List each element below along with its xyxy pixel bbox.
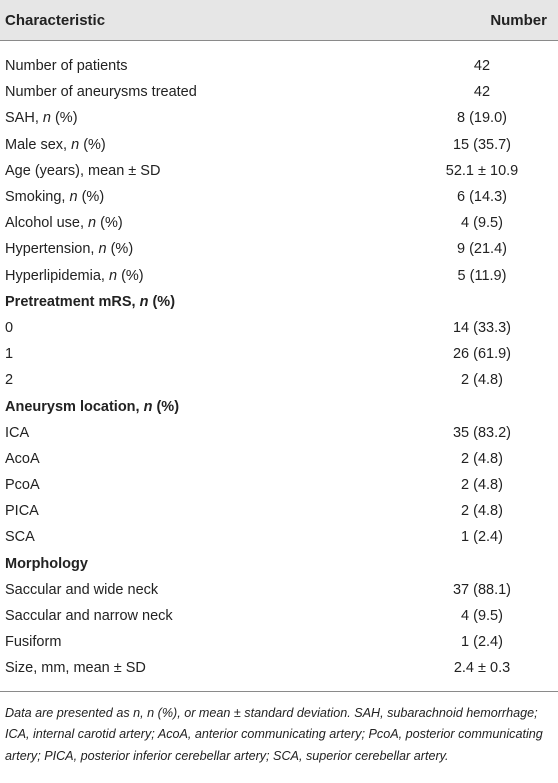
row-value-cell	[387, 189, 547, 205]
row-label-text: SCA	[5, 529, 35, 546]
row-value-cell	[387, 215, 547, 231]
row-label	[5, 477, 40, 493]
row-label-text: Aneurysm location,	[5, 398, 144, 415]
row-label-text: 0	[5, 319, 14, 336]
row-value: 4 (9.5)	[461, 215, 503, 232]
table-row	[0, 210, 558, 236]
row-label-text: 2	[5, 372, 14, 389]
row-value-cell	[387, 660, 547, 676]
row-label-suffix: (%)	[79, 136, 106, 153]
row-value: 5 (11.9)	[457, 267, 507, 284]
row-label	[5, 556, 88, 572]
row-value: 8 (19.0)	[457, 110, 507, 127]
row-value: 2 (4.8)	[461, 372, 503, 389]
row-label	[5, 425, 29, 441]
row-value: 2.4 ± 0.3	[453, 660, 511, 677]
row-value: 2 (4.8)	[461, 477, 503, 494]
row-label-suffix: (%)	[152, 398, 180, 415]
row-value-cell	[387, 372, 547, 388]
row-label-italic: n	[108, 267, 118, 284]
table-row	[0, 655, 558, 681]
row-value: 2 (4.8)	[461, 503, 503, 520]
row-label-italic: n	[42, 110, 51, 127]
row-label	[5, 294, 175, 310]
row-value-cell	[387, 268, 547, 284]
row-label-text: Number of patients	[5, 58, 128, 75]
row-label	[5, 189, 104, 205]
row-label-suffix: (%)	[117, 267, 144, 284]
row-value-cell	[387, 163, 547, 179]
row-value-cell	[387, 477, 547, 493]
header-number: Number	[490, 11, 547, 29]
row-label-text: Fusiform	[5, 634, 62, 651]
row-value-cell	[387, 320, 547, 336]
row-value-cell	[387, 84, 547, 100]
row-label-text: AcoA	[5, 450, 40, 467]
row-label	[5, 608, 173, 624]
row-value: 6 (14.3)	[457, 189, 507, 206]
row-label	[5, 372, 13, 388]
row-label-italic: n	[71, 136, 80, 153]
row-value: 26 (61.9)	[452, 346, 512, 363]
row-label	[5, 163, 160, 179]
row-label-italic: n	[98, 241, 107, 258]
section-header-row	[0, 551, 558, 577]
row-label-text: Hyperlipidemia,	[5, 267, 109, 284]
row-label	[5, 110, 78, 126]
row-label-text: ICA	[5, 424, 30, 441]
row-value-cell	[387, 110, 547, 126]
row-label-suffix: (%)	[106, 241, 134, 258]
table-row	[0, 446, 558, 472]
row-label	[5, 137, 106, 153]
row-label	[5, 84, 197, 100]
section-header-row	[0, 289, 558, 315]
row-value: 35 (83.2)	[452, 424, 512, 441]
table-row	[0, 236, 558, 262]
row-value: 52.1 ± 10.9	[445, 162, 519, 179]
row-label	[5, 346, 13, 362]
row-value: 37 (88.1)	[452, 581, 512, 598]
table-header	[0, 0, 558, 41]
table-row	[0, 524, 558, 550]
table-footnote: Data are presented as n, n (%), or mean ± standard deviation. SAH, subarachnoid hemorrhage; ICA, internal carotid artery; AcoA, anterior communicating artery; PcoA, posterior communicating artery; PICA, posterior inferior cerebellar artery; SCA, superior cerebellar artery.	[5, 705, 543, 763]
row-value-cell	[387, 451, 547, 467]
table-row	[0, 629, 558, 655]
table-row	[0, 53, 558, 79]
row-label	[5, 634, 61, 650]
table-row	[0, 315, 558, 341]
table-row	[0, 105, 558, 131]
row-value: 15 (35.7)	[452, 136, 512, 153]
row-label-text: Morphology	[5, 555, 88, 572]
row-value-cell	[387, 503, 547, 519]
row-value-cell	[387, 634, 547, 650]
row-label	[5, 399, 179, 415]
table-row	[0, 367, 558, 393]
row-label-italic: n	[143, 398, 153, 415]
table-row	[0, 577, 558, 603]
row-label-text: Size, mm, mean ± SD	[5, 660, 146, 677]
row-label-text: Male sex,	[5, 136, 72, 153]
table-row	[0, 263, 558, 289]
row-label-suffix: (%)	[50, 110, 78, 127]
table-row	[0, 79, 558, 105]
row-label-text: PICA	[5, 503, 39, 520]
row-label-text: PcoA	[5, 477, 40, 494]
table-row	[0, 498, 558, 524]
row-label-suffix: (%)	[148, 293, 176, 310]
table-row	[0, 184, 558, 210]
row-label	[5, 58, 128, 74]
row-label-italic: n	[88, 215, 97, 232]
row-value: 42	[473, 84, 491, 101]
row-value-cell	[387, 58, 547, 74]
row-label-text: Alcohol use,	[5, 215, 89, 232]
row-label-italic: n	[139, 293, 149, 310]
row-label	[5, 582, 158, 598]
row-label-text: 1	[5, 346, 14, 363]
header-characteristic: Characteristic	[5, 11, 106, 29]
section-header-row	[0, 393, 558, 419]
row-label-suffix: (%)	[77, 189, 105, 206]
table-row	[0, 158, 558, 184]
row-label-text: Age (years), mean ± SD	[5, 162, 161, 179]
row-value-cell	[387, 137, 547, 153]
row-label	[5, 660, 146, 676]
row-value-cell	[387, 608, 547, 624]
row-label	[5, 241, 133, 257]
row-value-cell	[387, 582, 547, 598]
table-row	[0, 472, 558, 498]
row-value: 9 (21.4)	[457, 241, 507, 258]
table-row	[0, 132, 558, 158]
row-value: 42	[473, 58, 491, 75]
row-label	[5, 451, 40, 467]
row-label-text: Saccular and wide neck	[5, 581, 159, 598]
row-value-cell	[387, 241, 547, 257]
table-body	[0, 41, 558, 682]
row-value: 2 (4.8)	[461, 450, 503, 467]
row-label-text: Hypertension,	[5, 241, 99, 258]
table-row	[0, 603, 558, 629]
table-row	[0, 420, 558, 446]
table-row	[0, 341, 558, 367]
row-label	[5, 215, 123, 231]
row-label-text: Smoking,	[5, 189, 70, 206]
row-value-cell	[387, 529, 547, 545]
row-label	[5, 320, 13, 336]
row-value: 1 (2.4)	[461, 529, 503, 546]
row-value: 4 (9.5)	[461, 608, 503, 625]
row-label-text: Pretreatment mRS,	[5, 293, 140, 310]
row-label	[5, 268, 144, 284]
row-value: 1 (2.4)	[461, 634, 503, 651]
row-value: 14 (33.3)	[452, 319, 512, 336]
row-label-text: Number of aneurysms treated	[5, 84, 197, 101]
row-value-cell	[387, 425, 547, 441]
row-label-text: SAH,	[5, 110, 43, 127]
row-label	[5, 529, 35, 545]
row-value-cell	[387, 346, 547, 362]
row-label-suffix: (%)	[96, 215, 123, 232]
row-label-text: Saccular and narrow neck	[5, 608, 173, 625]
row-label-italic: n	[69, 189, 78, 206]
row-label	[5, 503, 39, 519]
